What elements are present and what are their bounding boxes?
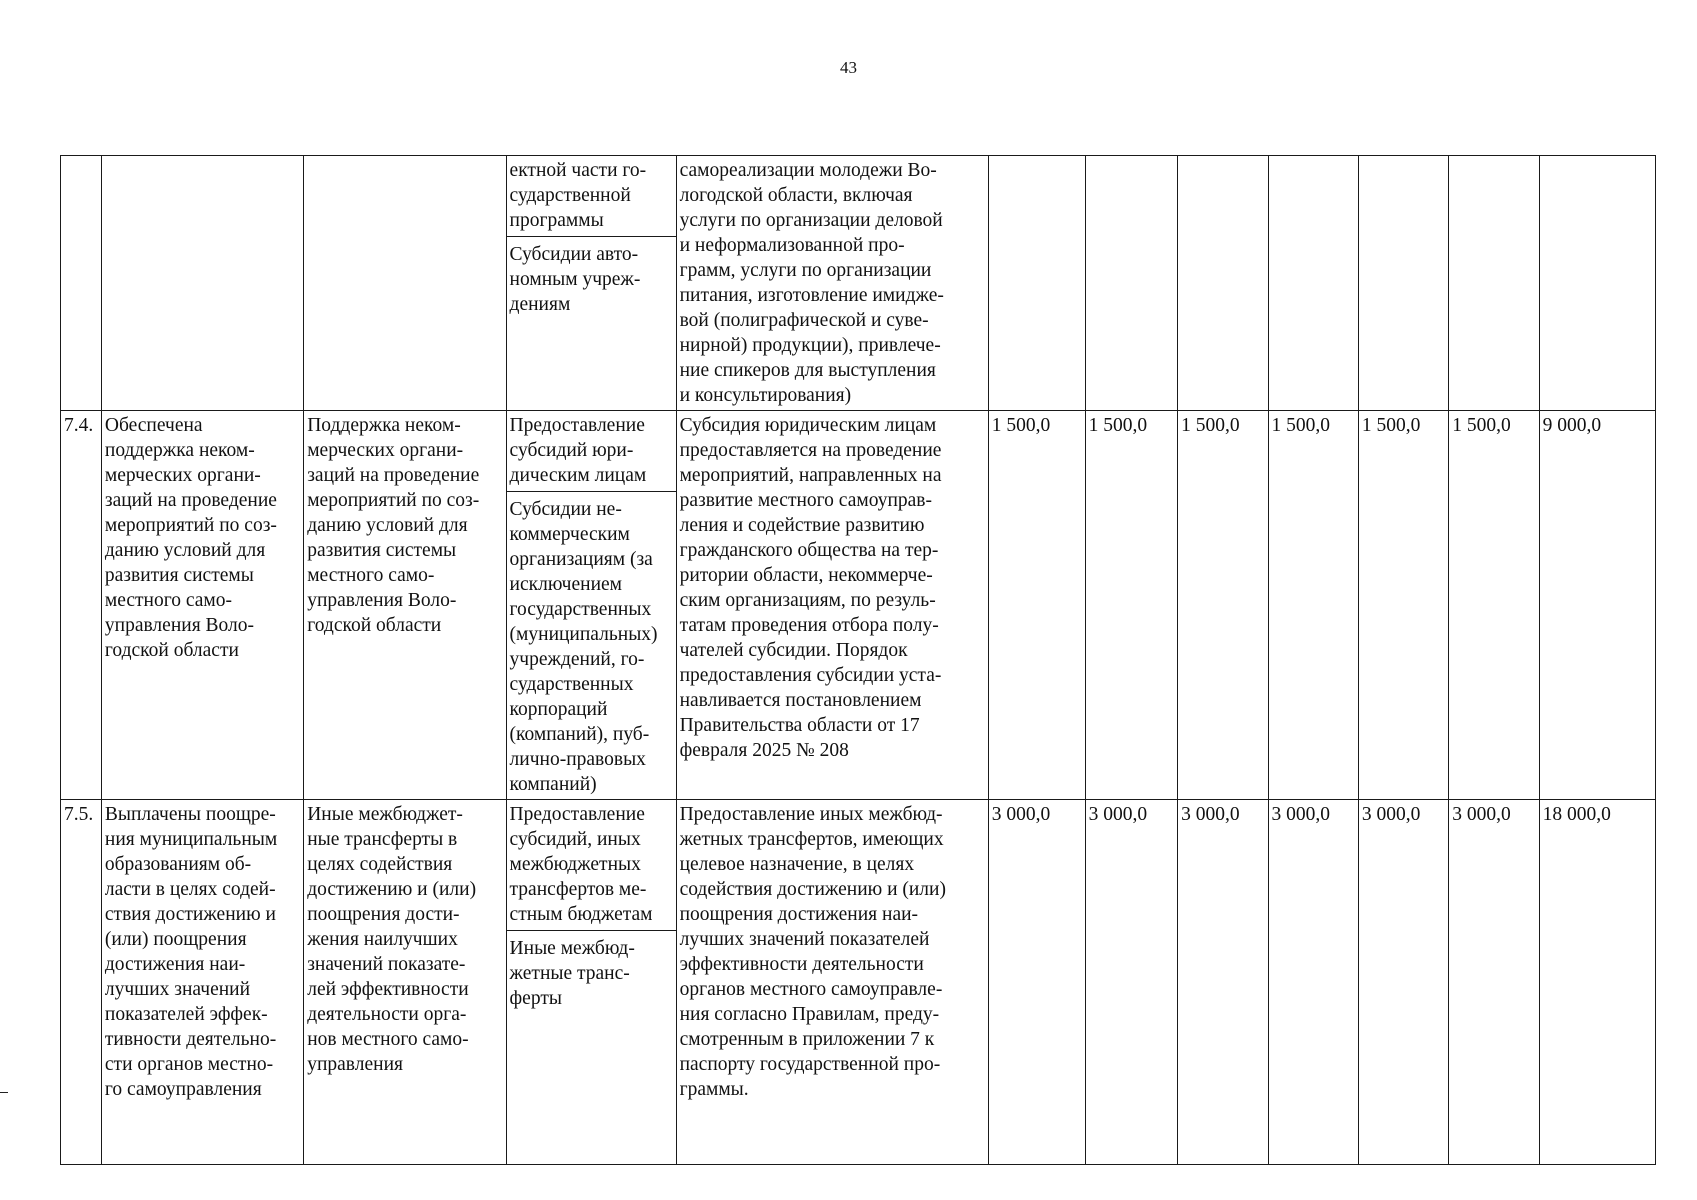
cell-value (1085, 156, 1178, 411)
value-year-6: 1 500,0 (1452, 415, 1511, 436)
cell-result (101, 156, 303, 411)
cell-measure (304, 156, 506, 411)
result-text: Выплачены поощре- ния муниципальным образованиям об- ласти в целях содей- ствия достижению и (или) поощрения достижения наи- лучших значений показателей эффек- тивности деятельно- сти органов местно- го самоуправления (104, 804, 278, 1100)
program-table (60, 155, 1656, 1165)
cell-value (1085, 411, 1178, 800)
cell-value (1358, 800, 1448, 1165)
form-top-text: ектной части го- сударственной программы (509, 160, 647, 231)
value-year-2: 1 500,0 (1088, 415, 1148, 436)
cell-result (101, 800, 303, 1165)
cell-value (988, 411, 1085, 800)
cell-value (988, 800, 1085, 1165)
value-year-1: 1 500,0 (991, 415, 1051, 436)
cell-value (1178, 800, 1268, 1165)
cell-value (1358, 156, 1448, 411)
value-year-4: 3 000,0 (1271, 804, 1330, 825)
cell-measure (304, 411, 506, 800)
cell-num (61, 156, 102, 411)
measure-text: Иные межбюджет- ные трансферты в целях содействия достижению и (или) поощрения дости- жения наилучших значений показате- лей эффективности деятельности орга- нов местного само- управления (307, 804, 477, 1075)
measure-text: Поддержка неком- мерческих органи- заций на проведение мероприятий по соз- данию условий для развития системы местного само- управления Воло- годской области (307, 415, 480, 636)
description-text: Предоставление иных межбюд- жетных трансфертов, имеющих целевое назначение, в целях содействия достижению и (или) поощрения достижения наи- лучших значений показателей эффективности деятельности органов местного самоуправле- ния согласно Правилам, преду- смотренным в приложении 7 к паспорту государственной про- граммы. (679, 804, 946, 1100)
row-number: 7.4. (64, 415, 94, 436)
description-text: Субсидия юридическим лицам предоставляется на проведение мероприятий, направленных на развитие местного самоуправ- ления и содействие развитию гражданского общества на тер- ритории области, некоммерче- ским организациям, по резуль- татам проведения отбора полу- чателей субсидии. Порядок предоставления субсидии уста- навливается постановлением Правительства области от 17 февраля 2025 № 208 (679, 415, 942, 761)
cell-value (1085, 800, 1178, 1165)
value-total: 9 000,0 (1542, 415, 1602, 436)
row-number: 7.5. (64, 804, 94, 825)
value-year-6: 3 000,0 (1452, 804, 1511, 825)
cell-form (506, 156, 676, 411)
form-top (507, 413, 676, 492)
form-bottom-text: Субсидии не- коммерческим организациям (за исключением государственных (муниципальных) учреждений, го- сударственных корпораций (компаний), пуб- лично-правовых компаний) (509, 499, 658, 795)
cell-description (676, 800, 988, 1165)
value-year-3: 3 000,0 (1181, 804, 1240, 825)
table-row (61, 800, 1656, 1165)
form-bottom-text: Субсидии авто- номным учреж- дениям (509, 244, 641, 315)
form-top-text: Предоставление субсидий юри- дическим лицам (509, 415, 647, 486)
cell-description (676, 411, 988, 800)
cell-value (1449, 411, 1539, 800)
value-year-1: 3 000,0 (991, 804, 1051, 825)
cell-total (1539, 156, 1655, 411)
cell-value (1268, 156, 1358, 411)
result-text: Обеспечена поддержка неком- мерческих органи- заций на проведение мероприятий по соз- данию условий для развития системы местного само- управления Воло- годской области (104, 415, 277, 661)
cell-result (101, 411, 303, 800)
form-top (507, 158, 676, 237)
value-year-3: 1 500,0 (1181, 415, 1240, 436)
cell-form (506, 411, 676, 800)
cell-total (1539, 411, 1655, 800)
value-year-5: 1 500,0 (1361, 415, 1421, 436)
value-year-2: 3 000,0 (1088, 804, 1148, 825)
table-row (61, 411, 1656, 800)
cell-value (1268, 411, 1358, 800)
cell-form (506, 800, 676, 1165)
cell-value (1178, 411, 1268, 800)
form-bottom-text: Иные межбюд- жетные транс- ферты (509, 938, 635, 1009)
margin-mark (0, 1092, 8, 1093)
cell-value (1449, 156, 1539, 411)
value-year-4: 1 500,0 (1271, 415, 1330, 436)
form-top-text: Предоставление субсидий, иных межбюджетных трансфертов ме- стным бюджетам (509, 804, 653, 925)
cell-num (61, 411, 102, 800)
cell-value (1178, 156, 1268, 411)
cell-value (988, 156, 1085, 411)
continuation-row (61, 156, 1656, 411)
form-top (507, 802, 676, 931)
cell-value (1268, 800, 1358, 1165)
cell-total (1539, 800, 1655, 1165)
cell-num (61, 800, 102, 1165)
page-number: 43 (840, 58, 857, 77)
value-total: 18 000,0 (1542, 804, 1611, 825)
cell-value (1449, 800, 1539, 1165)
value-year-5: 3 000,0 (1361, 804, 1421, 825)
description-text: самореализации молодежи Во- логодской области, включая услуги по организации деловой и неформализованной про- грамм, услуги по организации питания, изготовление имидже- вой (полиграфической и суве- нирной) продукции), привлече- ние спикеров для выступления и консультирования) (679, 160, 944, 406)
cell-value (1358, 411, 1448, 800)
cell-description (676, 156, 988, 411)
cell-measure (304, 800, 506, 1165)
